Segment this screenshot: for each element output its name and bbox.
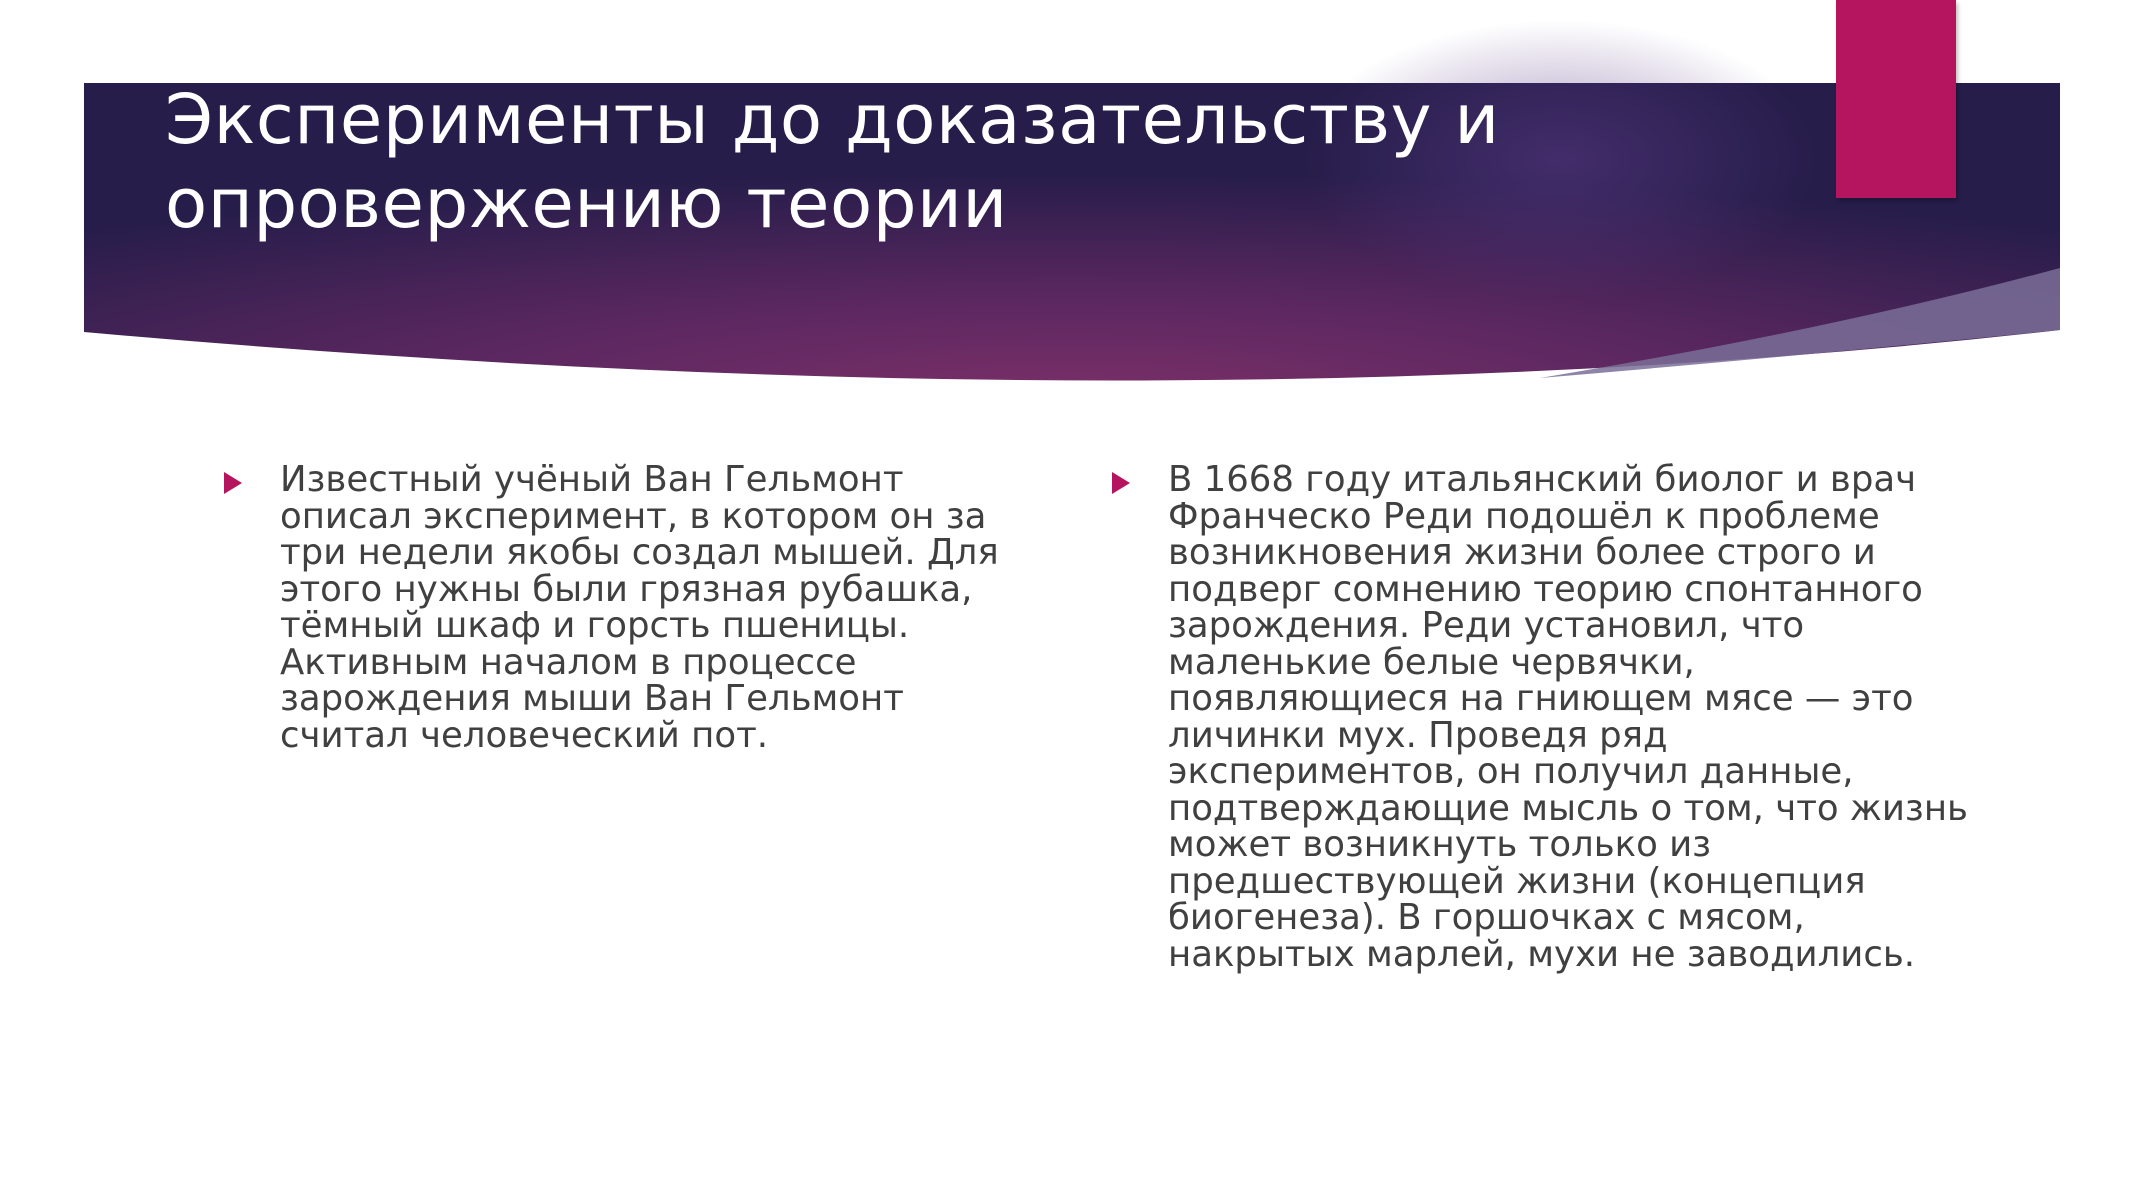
bullet-redi <box>1108 459 1968 975</box>
bullet-van-helmont <box>220 459 1040 756</box>
left-bullet-list <box>220 459 1040 756</box>
slide-title: Эксперименты до доказательству и опровержению теории <box>165 80 1500 244</box>
right-bullet-list <box>1108 459 1968 975</box>
accent-tab <box>1836 0 1956 198</box>
triangle-right-icon <box>224 472 242 494</box>
bullet-text: В 1668 году итальянский биолог и врач Франческо Реди подошёл к проблеме возникновения жизни более строго и подверг сомнению теорию спонтанного зарождения. Реди установил, что маленькие белые червячки, появляющиеся на гниющем мясе — это личинки мух. Проведя ряд экспериментов, он получил данные, подтверждающие мысль о том, что жизнь может возникнуть только из предшествующей жизни (концепция биогенеза). В горшочках с мясом, накрытых марлей, мухи не заводились. <box>1168 459 1968 975</box>
bullet-text: Известный учёный Ван Гельмонт описал эксперимент, в котором он за три недели якобы создал мышей. Для этого нужны были грязная рубашка, тёмный шкаф и горсть пшеницы. Активным началом в процессе зарождения мыши Ван Гельмонт считал человеческий пот. <box>280 459 999 756</box>
triangle-right-icon <box>1112 472 1130 494</box>
